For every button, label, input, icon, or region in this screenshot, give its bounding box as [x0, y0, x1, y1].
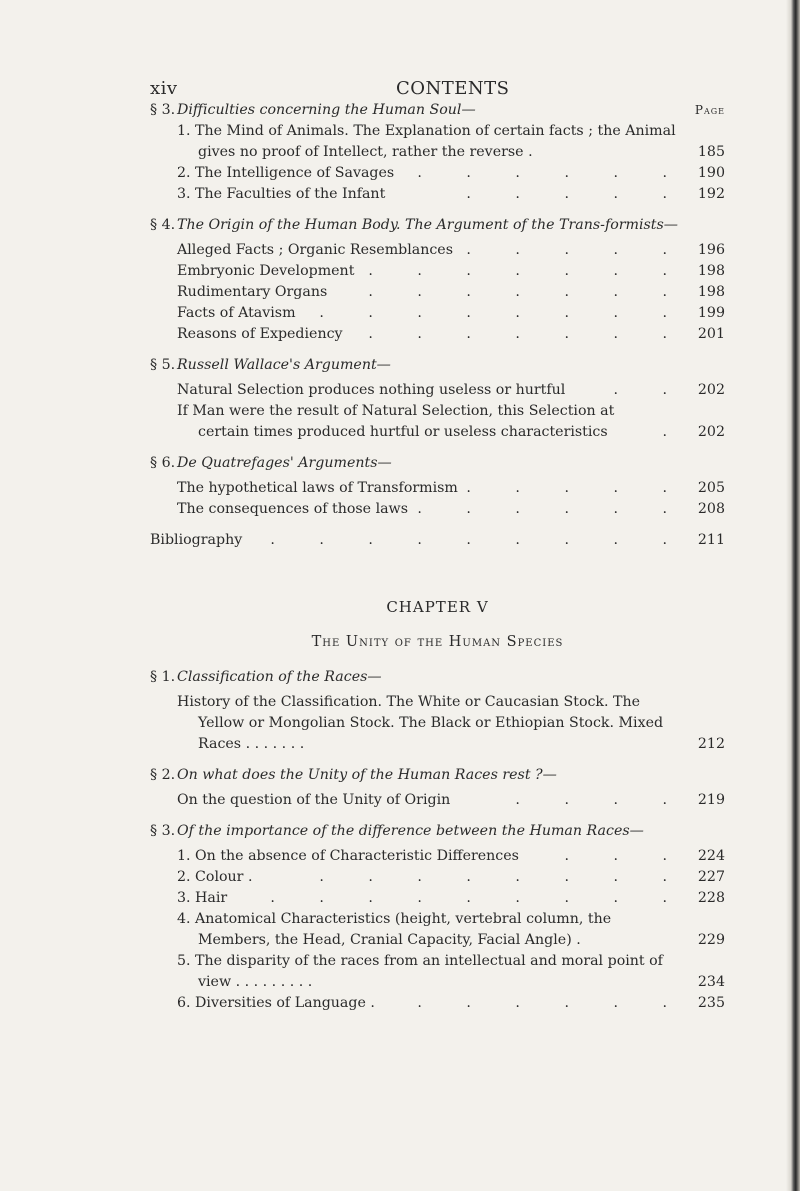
chapter-heading: CHAPTER V — [386, 598, 489, 616]
section-heading: § 4. The Origin of the Human Body. The Argument of the Trans-formists— — [150, 217, 678, 233]
toc-entry[interactable]: 2. The Intelligence of Savages . . . . . . 190 — [177, 165, 725, 181]
chapter-subtitle: The Unity of the Human Species — [311, 634, 564, 650]
toc-entry[interactable]: The hypothetical laws of Transformism . . . . . 205 — [177, 480, 725, 496]
page-column-label: Page — [694, 103, 725, 117]
toc-entry[interactable]: 6. Diversities of Language . . . . . . . 235 — [177, 995, 725, 1011]
toc-entry[interactable]: On the question of the Unity of Origin . . . . 219 — [177, 792, 725, 808]
toc-entry[interactable]: 2. Colour . . . . . . . . . 227 — [177, 869, 725, 885]
toc-entry[interactable]: 3. The Faculties of the Infant . . . . . 192 — [177, 186, 725, 202]
toc-entry[interactable]: Reasons of Expediency . . . . . . . 201 — [177, 326, 725, 342]
toc-entry[interactable]: Facts of Atavism . . . . . . . . 199 — [177, 305, 725, 321]
toc-entry[interactable]: Rudimentary Organs . . . . . . . 198 — [177, 284, 725, 300]
toc-entry[interactable]: 4. Anatomical Characteristics (height, vertebral column, the Members, the Head, Cranial Capacity, Facial Angle) . 229 — [177, 911, 725, 948]
section-heading: § 1. Classification of the Races— — [150, 669, 382, 685]
page-folio: xiv — [150, 78, 178, 99]
toc-entry[interactable]: 1. The Mind of Animals. The Explanation of certain facts ; the Animal gives no proof of Intellect, rather the reverse . 185 — [177, 123, 725, 160]
section-heading: § 5. Russell Wallace's Argument— — [150, 357, 391, 373]
page-title: CONTENTS — [396, 78, 510, 99]
toc-entry[interactable]: 5. The disparity of the races from an intellectual and moral point of view . . . . . . . . . 234 — [177, 953, 725, 990]
page-edge-shadow — [786, 0, 800, 1191]
section-heading: § 3. Difficulties concerning the Human Soul— Page — [150, 100, 725, 121]
section-heading: § 2. On what does the Unity of the Human Races rest ?— — [150, 767, 557, 783]
toc-entry[interactable]: If Man were the result of Natural Selection, this Selection at certain times produced hurtful or useless characteristics . 202 — [177, 403, 725, 440]
toc-entry[interactable]: 3. Hair . . . . . . . . . 228 — [177, 890, 725, 906]
toc-entry-bibliography[interactable]: Bibliography . . . . . . . . . 211 — [150, 532, 725, 548]
section-heading: § 3. Of the importance of the difference between the Human Races— — [150, 823, 644, 839]
section-heading: § 6. De Quatrefages' Arguments— — [150, 455, 392, 471]
toc-entry[interactable]: The consequences of those laws . . . . . . 208 — [177, 501, 725, 517]
toc-entry[interactable]: Natural Selection produces nothing useless or hurtful . . 202 — [177, 382, 725, 398]
contents-body — [150, 100, 725, 1014]
toc-entry[interactable]: History of the Classification. The White or Caucasian Stock. The Yellow or Mongolian Stock. The Black or Ethiopian Stock. Mixed Races . . . . . . . 212 — [177, 694, 725, 752]
toc-entry[interactable]: Embryonic Development . . . . . . . 198 — [177, 263, 725, 279]
toc-entry[interactable]: 1. On the absence of Characteristic Differences . . . 224 — [177, 848, 725, 864]
toc-entry[interactable]: Alleged Facts ; Organic Resemblances . . . . . 196 — [177, 242, 725, 258]
